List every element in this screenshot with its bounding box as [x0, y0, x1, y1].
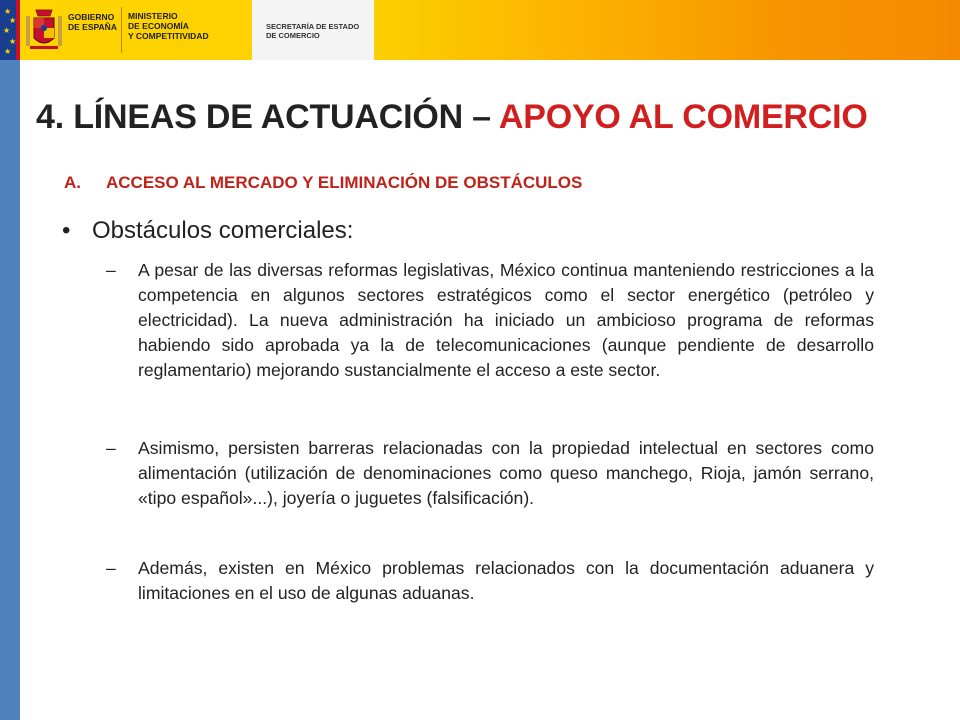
eu-flag-strip	[0, 0, 20, 60]
bullet-icon: •	[62, 217, 71, 244]
section-title: ACCESO AL MERCADO Y ELIMINACIÓN DE OBSTÁCULOS	[106, 173, 583, 192]
logo-line: DE ESPAÑA	[68, 22, 117, 32]
logo-line: DE COMERCIO	[266, 31, 320, 40]
flag-red-stripe	[16, 0, 20, 60]
coat-of-arms-icon	[24, 6, 64, 54]
side-accent-bar	[0, 60, 20, 720]
logo-line: SECRETARÍA DE ESTADO	[266, 22, 360, 31]
divider	[121, 7, 122, 53]
dash-icon: –	[106, 260, 116, 280]
eu-star-icon: ★	[4, 7, 12, 16]
government-logo-text	[68, 12, 117, 32]
title-main: 4. LÍNEAS DE ACTUACIÓN –	[36, 98, 499, 136]
bullet-text: Obstáculos comerciales:	[92, 217, 354, 244]
logo-line: GOBIERNO	[68, 12, 115, 22]
secretariat-text	[266, 22, 359, 40]
title-accent: APOYO AL COMERCIO	[498, 98, 868, 136]
logo-line: DE ECONOMÍA	[128, 21, 189, 31]
bullet-item	[62, 217, 353, 245]
sub-bullet-3	[106, 556, 874, 606]
ministry-logo-text	[128, 11, 209, 41]
eu-star-icon: ★	[4, 47, 12, 56]
slide-title	[36, 98, 868, 137]
eu-star-icon: ★	[9, 37, 17, 46]
sub-bullet-1	[106, 258, 874, 383]
header-band	[0, 0, 960, 60]
logo-line: MINISTERIO	[128, 11, 178, 21]
section-letter: A.	[64, 173, 81, 192]
paragraph-text: A pesar de las diversas reformas legislativas, México continua manteniendo restricciones a la competencia en algunos sectores estratégicos como el sector energético (petróleo y electricidad). La nueva administración ha iniciado un ambicioso programa de reformas habiendo sido aprobada ya la de telecomunicaciones (aunque pendiente de desarrollo reglamentario) mejorando sustancialmente el acceso a este sector.	[138, 260, 874, 380]
eu-star-icon: ★	[9, 16, 17, 25]
section-heading	[64, 173, 582, 193]
dash-icon: –	[106, 558, 116, 578]
paragraph-text: Asimismo, persisten barreras relacionadas con la propiedad intelectual en sectores como alimentación (utilización de denominaciones como queso manchego, Rioja, jamón serrano, «tipo español»...), joyería o juguetes (falsificación).	[138, 438, 874, 508]
sub-bullet-2	[106, 436, 874, 511]
eu-star-icon: ★	[3, 26, 11, 35]
logo-line: Y COMPETITIVIDAD	[128, 31, 209, 41]
dash-icon: –	[106, 438, 116, 458]
paragraph-text: Además, existen en México problemas relacionados con la documentación aduanera y limitaciones en el uso de algunas aduanas.	[138, 558, 874, 603]
